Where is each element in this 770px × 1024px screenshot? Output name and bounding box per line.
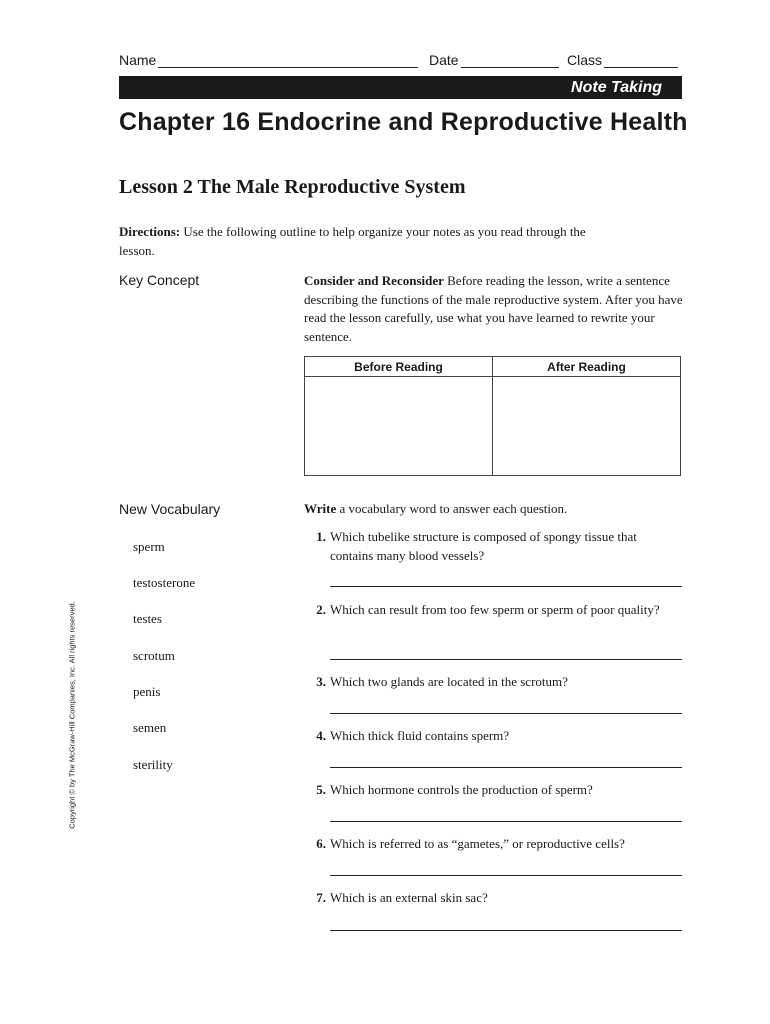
answer-line-1[interactable] <box>330 586 682 587</box>
answer-line-2[interactable] <box>330 659 682 660</box>
answer-line-7[interactable] <box>330 930 682 931</box>
class-field[interactable] <box>567 48 678 68</box>
question-text: Which can result from too few sperm or sperm of poor quality? <box>330 602 660 617</box>
consider-label: Consider and Reconsider <box>304 273 444 288</box>
after-reading-header: After Reading <box>493 357 680 377</box>
answer-line-5[interactable] <box>330 821 682 822</box>
key-concept-label: Key Concept <box>119 272 200 288</box>
after-reading-column[interactable] <box>492 357 680 475</box>
new-vocabulary-label: New Vocabulary <box>119 501 221 517</box>
class-input-line[interactable] <box>604 53 678 68</box>
vocab-word: semen <box>133 720 167 735</box>
vocab-word: testosterone <box>133 575 196 590</box>
lesson-title: Lesson 2 The Male Reproductive System <box>119 176 466 198</box>
instruction-bold: Write <box>304 501 337 516</box>
question-number: 3. <box>316 674 326 689</box>
question-text: Which is referred to as “gametes,” or reproductive cells? <box>330 836 625 851</box>
before-reading-column[interactable] <box>305 357 492 475</box>
vocab-word: sperm <box>133 539 165 554</box>
question-text: Which two glands are located in the scrotum? <box>330 674 568 689</box>
vocab-word: penis <box>133 684 161 699</box>
banner-text: Note Taking <box>571 78 662 96</box>
vocab-word: sterility <box>133 757 173 772</box>
question-text: Which thick fluid contains sperm? <box>330 728 510 743</box>
before-reading-header: Before Reading <box>305 357 492 377</box>
question-text: Which is an external skin sac? <box>330 890 488 905</box>
answer-line-4[interactable] <box>330 767 682 768</box>
question-number: 6. <box>316 836 326 851</box>
vocab-word: testes <box>133 611 162 626</box>
before-after-table <box>304 356 681 476</box>
question-number: 4. <box>316 728 326 743</box>
date-input-line[interactable] <box>461 53 559 68</box>
question-text: Which hormone controls the production of sperm? <box>330 782 593 797</box>
question-number: 1. <box>316 529 326 544</box>
note-taking-banner <box>119 76 682 99</box>
directions-label: Directions: <box>119 224 181 239</box>
question-number: 5. <box>316 782 326 797</box>
date-field[interactable] <box>429 48 559 68</box>
consider-text: Before reading the lesson, write a sentence describing the functions of the male reproductive system. After you have read the lesson carefully, use what you have learned to rewrite your sentence. <box>304 273 683 344</box>
question-number: 7. <box>316 890 326 905</box>
vocab-word: scrotum <box>133 648 175 663</box>
question-number: 2. <box>316 602 326 617</box>
name-field[interactable] <box>119 48 418 68</box>
answer-line-3[interactable] <box>330 713 682 714</box>
class-label: Class <box>567 52 603 68</box>
directions <box>119 222 599 260</box>
chapter-title: Chapter 16 Endocrine and Reproductive Health <box>119 108 688 136</box>
directions-text: Use the following outline to help organize your notes as you read through the lesson. <box>119 224 586 258</box>
instruction-rest: a vocabulary word to answer each question. <box>339 501 568 516</box>
consider-reconsider <box>304 272 684 346</box>
vocabulary-instruction <box>304 501 567 517</box>
name-input-line[interactable] <box>158 53 418 68</box>
question-text: Which tubelike structure is composed of spongy tissue that contains many blood vessels? <box>330 529 637 563</box>
date-label: Date <box>429 52 459 68</box>
answer-line-6[interactable] <box>330 875 682 876</box>
name-label: Name <box>119 52 157 68</box>
copyright-notice: Copyright © by The McGraw-Hill Companies, Inc. All rights reserved. <box>67 601 77 829</box>
